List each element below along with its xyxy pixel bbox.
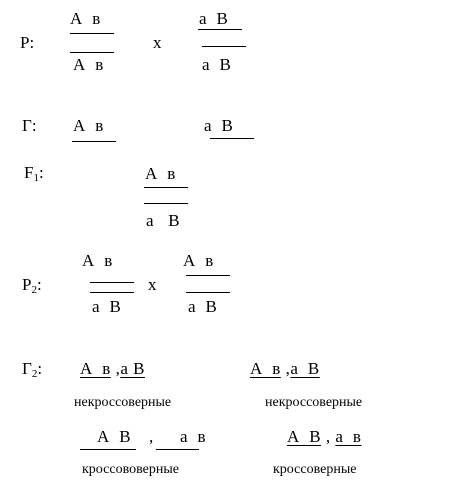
g2-cross-left-g2: а в bbox=[180, 427, 207, 446]
cross-sign: x bbox=[148, 275, 157, 294]
g-gamete-left: А в bbox=[73, 116, 104, 135]
fraction-line bbox=[70, 33, 114, 34]
g2-cross-right-gametes: А В , а в bbox=[287, 427, 362, 446]
fraction-line bbox=[198, 29, 242, 30]
p-label: P: bbox=[20, 33, 35, 52]
g2-left-note: некроссоверные bbox=[74, 395, 172, 410]
g2-cross-right-note: кроссоверные bbox=[273, 462, 357, 477]
f1-bottom-genotype: а В bbox=[146, 211, 181, 230]
gamete-line bbox=[210, 138, 254, 139]
f1-label: $F_1$: bbox=[24, 163, 44, 184]
gamete-line bbox=[80, 449, 136, 450]
g2-right-note: некроссоверные bbox=[265, 395, 363, 410]
fraction-line bbox=[90, 292, 134, 293]
p2-label: $P_2$: bbox=[22, 275, 42, 296]
gamete-line bbox=[156, 449, 199, 450]
fraction-line bbox=[186, 275, 230, 276]
p2-right-top-genotype: А в bbox=[183, 251, 214, 270]
fraction-line bbox=[144, 203, 188, 204]
g2-cross-left-note: кроссововерные bbox=[82, 462, 179, 477]
f1-top-genotype: А в bbox=[145, 164, 176, 183]
p2-left-top-genotype: А в bbox=[82, 251, 113, 270]
fraction-line bbox=[90, 282, 134, 283]
p-left-top-genotype: А в bbox=[70, 9, 101, 28]
g2-label: $Г_2$: bbox=[22, 359, 43, 380]
g2-right-gametes: А в ,а В bbox=[250, 359, 320, 378]
p-left-bottom-genotype: А в bbox=[73, 55, 104, 74]
g-gamete-right: а В bbox=[204, 116, 234, 135]
p2-right-bottom-genotype: а В bbox=[188, 297, 218, 316]
fraction-line bbox=[186, 292, 230, 293]
gamete-line bbox=[72, 141, 116, 142]
p-right-top-genotype: а В bbox=[199, 9, 229, 28]
cross-sign: x bbox=[153, 33, 162, 52]
g2-cross-left-g1: А В bbox=[97, 427, 132, 446]
fraction-line bbox=[70, 52, 114, 53]
p-right-bottom-genotype: а В bbox=[202, 55, 232, 74]
g2-left-gametes: А в ,а В bbox=[80, 359, 145, 378]
g2-cross-left-comma: , bbox=[149, 427, 154, 446]
fraction-line bbox=[144, 187, 188, 188]
g-label: Г: bbox=[22, 116, 37, 135]
p2-left-bottom-genotype: а В bbox=[92, 297, 122, 316]
fraction-line bbox=[202, 46, 246, 47]
